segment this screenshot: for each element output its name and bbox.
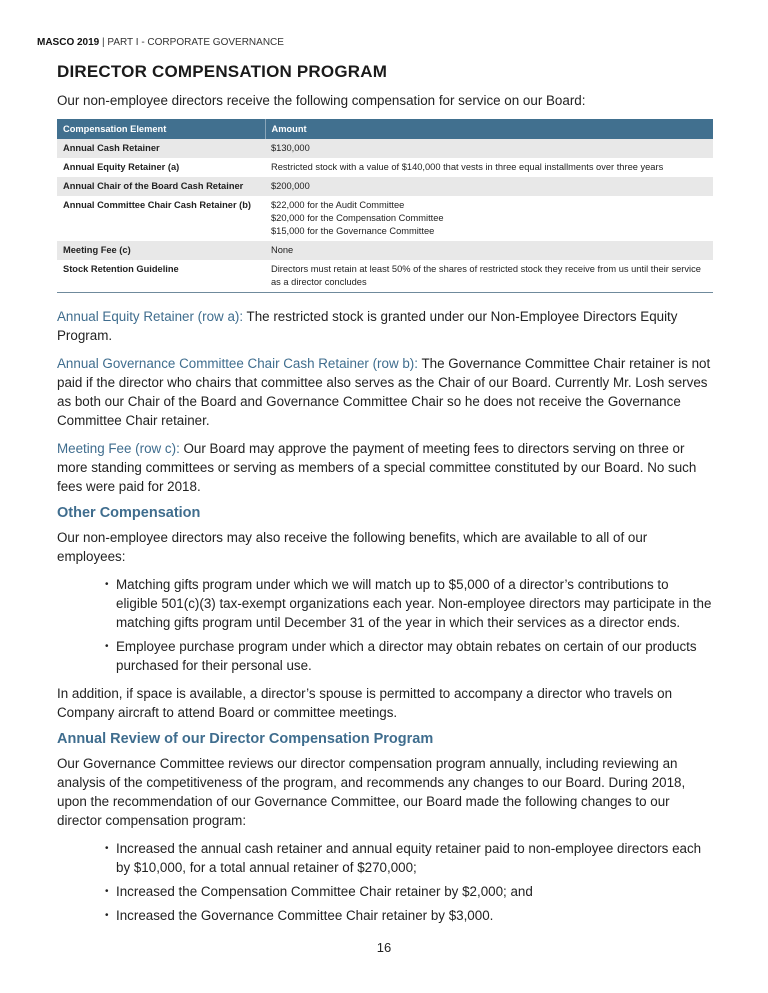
note-paragraph — [57, 439, 713, 496]
bullet-item: • Matching gifts program under which we will match up to $5,000 of a director’s contributions to eligible 501(c)(3) tax-exempt organizations each year. Non-employee directors may participate in the matching gifts program until December 31 of the year in which their services as a director ends. — [116, 575, 713, 632]
note-text: The Governance Committee Chair retainer is not paid if the director who chairs that committee also serves as the Chair of our Board. Currently Mr. Losh serves as both our Chair of the Board and Governance Committee Chair so he does not receive the Governance Committee Chair retainer. — [57, 356, 711, 428]
table-row — [57, 177, 713, 196]
section-label: PART I - CORPORATE GOVERNANCE — [107, 37, 284, 48]
other-intro: Our non-employee directors may also receive the following benefits, which are available to all of our employees: — [57, 530, 648, 564]
page-title: DIRECTOR COMPENSATION PROGRAM — [57, 62, 388, 81]
other-compensation-heading: Other Compensation — [57, 505, 201, 521]
bullet-item: • Increased the annual cash retainer and annual equity retainer paid to non-employee directors each by $10,000, for a total annual retainer of $270,000; — [116, 839, 713, 877]
bullet-item: • Employee purchase program under which a director may obtain rebates on certain of our products purchased for their personal use. — [116, 637, 713, 675]
element-cell: Meeting Fee (c) — [57, 241, 265, 260]
annual-review-heading: Annual Review of our Director Compensation Program — [57, 731, 434, 747]
element-cell: Stock Retention Guideline — [63, 264, 179, 274]
bullet-item: • Increased the Compensation Committee Chair retainer by $2,000; and — [116, 882, 713, 901]
table-row — [57, 260, 713, 293]
element-cell: Annual Committee Chair Cash Retainer (b) — [63, 200, 252, 210]
review-changes-list — [57, 839, 713, 925]
element-cell: Annual Cash Retainer — [57, 139, 265, 158]
amount-cell — [265, 196, 713, 241]
element-cell: Annual Chair of the Board Cash Retainer — [57, 177, 265, 196]
table-row — [57, 196, 713, 241]
note-lead: Annual Governance Committee Chair Cash Retainer (row b): — [57, 356, 418, 371]
page-number: 16 — [376, 940, 392, 955]
note-lead: Annual Equity Retainer (row a): — [57, 309, 244, 324]
note-paragraph — [57, 307, 713, 345]
amount-line: $15,000 for the Governance Committee — [271, 226, 435, 236]
amount-line: Restricted stock with a value of $140,000 that vests in three equal installments over three years — [271, 162, 664, 172]
note-text: Our Board may approve the payment of meeting fees to directors serving on three or more standing committees or serving as members of a special committee constituted by our Board. No such fees were paid for 2018. — [57, 441, 697, 494]
amount-cell — [265, 260, 713, 293]
other-closing: In addition, if space is available, a director’s spouse is permitted to accompany a director who travels on Company aircraft to attend Board or committee meetings. — [57, 686, 673, 720]
note-paragraph — [57, 354, 713, 430]
amount-line: None — [271, 245, 294, 255]
amount-cell — [265, 158, 713, 177]
separator: | — [102, 37, 105, 48]
amount-line: Directors must retain at least 50% of the shares of restricted stock they receive from us until their service as a director concludes — [271, 264, 701, 287]
amount-cell — [265, 241, 713, 260]
review-intro: Our Governance Committee reviews our director compensation program annually, including reviewing an analysis of the competitiveness of the program, and recommends any changes to our Board. During 2018, upon the recommendation of our Governance Committee, our Board made the following changes to our director compensation program: — [57, 756, 686, 828]
other-benefits-list — [57, 575, 713, 675]
table-row — [57, 241, 713, 260]
element-cell: Annual Equity Retainer (a) — [63, 162, 180, 172]
amount-line: $22,000 for the Audit Committee — [271, 200, 405, 210]
bullet-item: • Increased the Governance Committee Chair retainer by $3,000. — [116, 906, 713, 925]
main-content — [57, 0, 713, 925]
amount-line: $20,000 for the Compensation Committee — [271, 213, 444, 223]
table-row — [57, 158, 713, 177]
amount-line: $130,000 — [271, 143, 310, 153]
amount-cell — [265, 177, 713, 196]
amount-line: $200,000 — [271, 181, 310, 191]
compensation-table — [57, 119, 713, 293]
note-lead: Meeting Fee (row c): — [57, 441, 180, 456]
brand: MASCO 2019 — [37, 37, 100, 48]
amount-cell — [265, 139, 713, 158]
note-text: The restricted stock is granted under our Non-Employee Directors Equity Program. — [57, 309, 678, 343]
column-header: Amount — [265, 119, 713, 139]
table-row — [57, 139, 713, 158]
column-header: Compensation Element — [57, 119, 265, 139]
intro: Our non-employee directors receive the following compensation for service on our Board: — [57, 93, 586, 108]
